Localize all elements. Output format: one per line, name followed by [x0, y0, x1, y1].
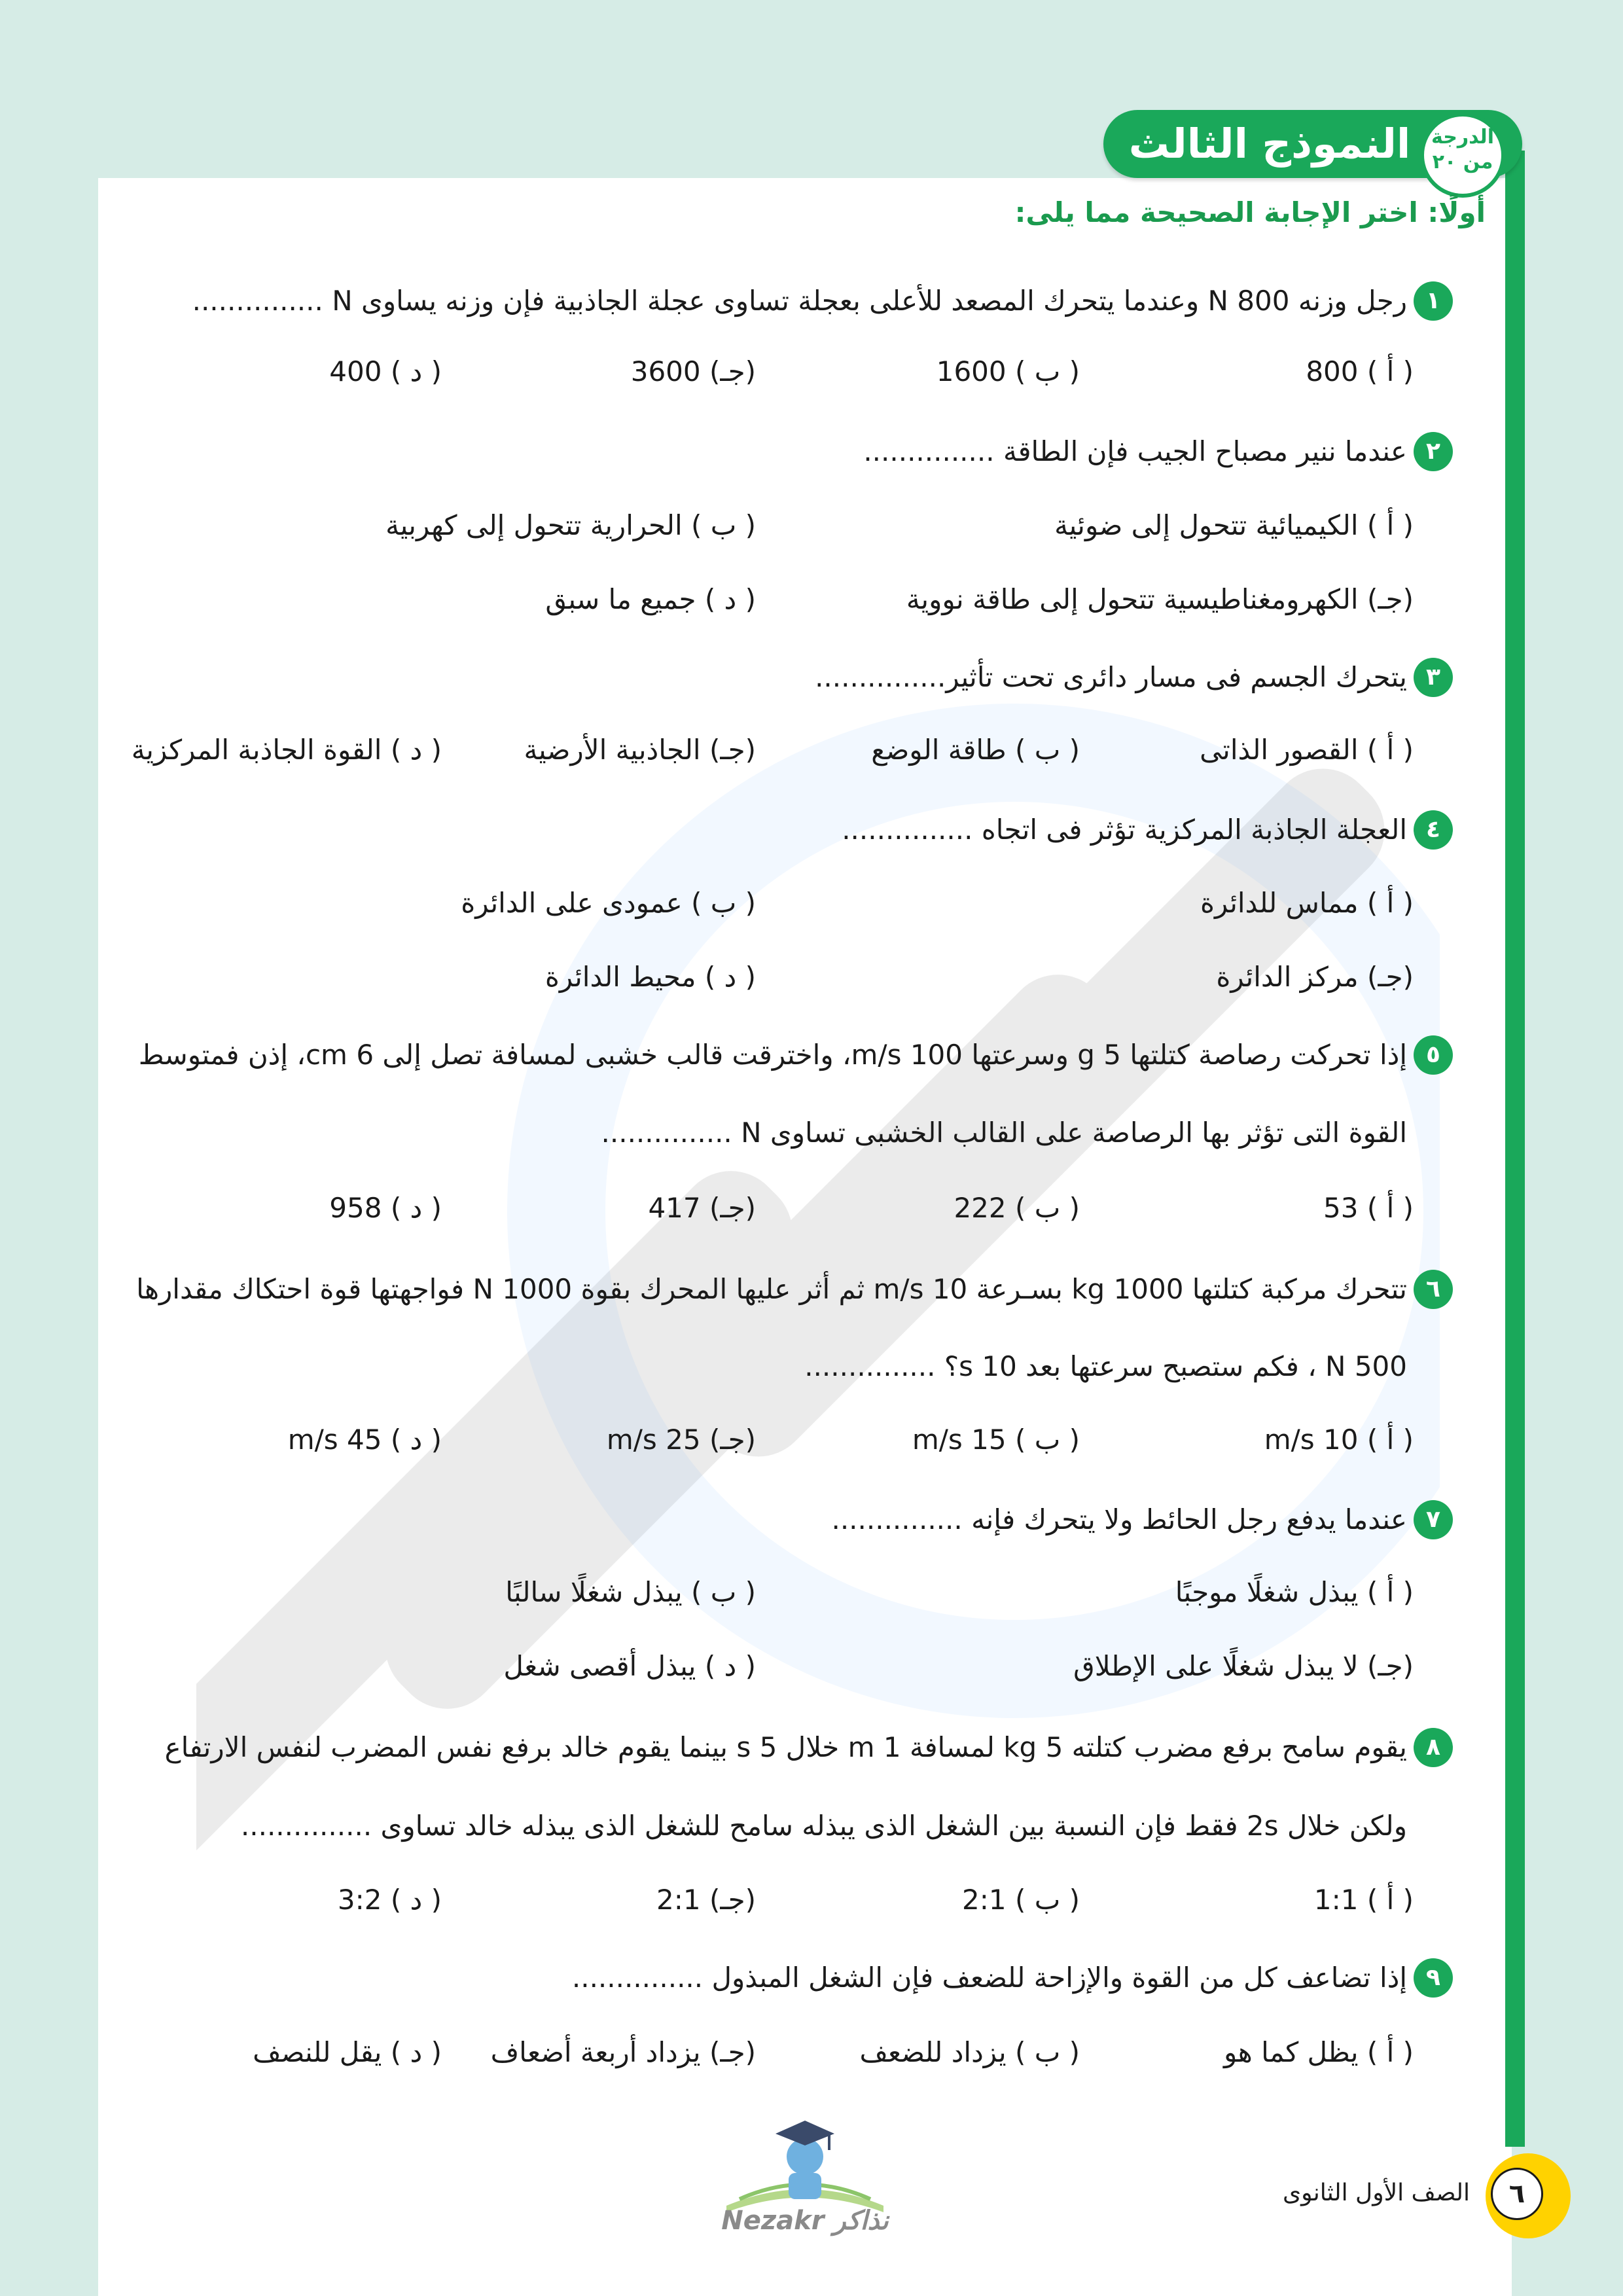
question-text: عندما يدفع رجل الحائط ولا يتحرك فإنه ...............: [831, 1503, 1407, 1535]
option-d[interactable]: ( د ) 400: [329, 355, 442, 387]
question-text: رجل وزنه 800 N وعندما يتحرك المصعد للأعلى بعجلة تساوى عجلة الجاذبية فإن وزنه يساوى N ...............: [192, 285, 1407, 317]
option-b[interactable]: ( ب ) 1600: [936, 355, 1080, 387]
question-number: ٩: [1414, 1958, 1453, 1998]
option-d[interactable]: ( د ) 45 m/s: [287, 1424, 442, 1456]
question-text: إذا تضاعف كل من القوة والإزاحة للضعف فإن الشغل المبذول ...............: [571, 1962, 1407, 1994]
option-c[interactable]: (جـ) 3600: [630, 355, 756, 387]
question-text: تتحرك مركبة كتلتها 1000 kg بسـرعة 10 m/s ثم أثر عليها المحرك بقوة 1000 N فواجهتها قوة احتكاك مقدارها: [136, 1273, 1407, 1305]
option-b[interactable]: ( ب ) عمودى على الدائرة: [461, 887, 756, 919]
question-text-line2: 500 N ، فكم ستصبح سرعتها بعد 10 s؟ ...............: [804, 1350, 1407, 1382]
question-number: ٧: [1414, 1500, 1453, 1539]
section-title: أولًا: اختر الإجابة الصحيحة مما يلى:: [1014, 196, 1486, 228]
question-number: ٦: [1414, 1270, 1453, 1309]
option-d[interactable]: ( د ) جميع ما سبق: [545, 583, 756, 615]
option-b[interactable]: ( ب ) 2:1: [962, 1884, 1080, 1916]
question-number: ٤: [1414, 810, 1453, 850]
option-b[interactable]: ( ب ) يزداد للضعف: [859, 2036, 1080, 2068]
question-number: ٥: [1414, 1035, 1453, 1075]
grade-badge: [1420, 113, 1505, 198]
question-text: يتحرك الجسم فى مسار دائرى تحت تأثير...............: [815, 661, 1407, 693]
option-c[interactable]: (جـ) لا يبذل شغلًا على الإطلاق: [1073, 1650, 1414, 1682]
option-a[interactable]: ( أ ) 53: [1323, 1192, 1414, 1224]
option-a[interactable]: ( أ ) الكيميائية تتحول إلى ضوئية: [1054, 509, 1414, 541]
right-green-rail: [1505, 151, 1525, 2147]
option-a[interactable]: ( أ ) 1:1: [1313, 1884, 1414, 1916]
option-d[interactable]: ( د ) يبذل أقصى شغل: [503, 1650, 756, 1682]
page-title: النموذج الثالث: [1128, 120, 1411, 168]
option-b[interactable]: ( ب ) الحرارية تتحول إلى كهربية: [385, 509, 756, 541]
option-a[interactable]: ( أ ) مماس للدائرة: [1200, 887, 1414, 919]
option-c[interactable]: (جـ) الكهرومغناطيسية تتحول إلى طاقة نووية: [906, 583, 1414, 615]
question-text: إذا تحركت رصاصة كتلتها 5 g وسرعتها 100 m/s، واخترقت قالب خشبى لمسافة تصل إلى 6 cm، إذن فمتوسط: [138, 1039, 1407, 1071]
option-c[interactable]: (جـ) يزداد أربعة أضعاف: [490, 2036, 756, 2068]
option-a[interactable]: ( أ ) 10 m/s: [1264, 1424, 1414, 1456]
option-d[interactable]: ( د ) 958: [329, 1192, 442, 1224]
option-b[interactable]: ( ب ) طاقة الوضع: [871, 734, 1080, 766]
option-c[interactable]: (جـ) الجاذبية الأرضية: [524, 734, 756, 766]
grade-value: من ٢٠: [1432, 151, 1493, 173]
nezakr-logo-text: Nezakr نذاكر: [721, 2206, 889, 2236]
option-c[interactable]: (جـ) مركز الدائرة: [1216, 961, 1414, 993]
option-d[interactable]: ( د ) 3:2: [337, 1884, 442, 1916]
option-c[interactable]: (جـ) 417: [648, 1192, 756, 1224]
question-number: ٢: [1414, 432, 1453, 471]
option-c[interactable]: (جـ) 25 m/s: [606, 1424, 756, 1456]
question-number: ١: [1414, 281, 1453, 321]
option-c[interactable]: (جـ) 2:1: [656, 1884, 756, 1916]
question-text-line2: ولكن خلال 2s فقط فإن النسبة بين الشغل الذى يبذله سامح للشغل الذى يبذله خالد تساوى ...............: [240, 1810, 1407, 1842]
option-a[interactable]: ( أ ) 800: [1306, 355, 1414, 387]
option-a[interactable]: ( أ ) القصور الذاتى: [1200, 734, 1414, 766]
option-b[interactable]: ( ب ) يبذل شغلًا سالبًا: [505, 1576, 756, 1608]
option-d[interactable]: ( د ) محيط الدائرة: [544, 961, 756, 993]
page-number: ٦: [1491, 2168, 1543, 2220]
question-text-line2: القوة التى تؤثر بها الرصاصة على القالب الخشبى تساوى N ...............: [601, 1117, 1407, 1149]
option-b[interactable]: ( ب ) 15 m/s: [912, 1424, 1080, 1456]
option-b[interactable]: ( ب ) 222: [954, 1192, 1080, 1224]
option-a[interactable]: ( أ ) يبذل شغلًا موجبًا: [1175, 1576, 1414, 1608]
footer-grade-label: الصف الأول الثانوى: [1283, 2179, 1471, 2206]
question-number: ٨: [1414, 1728, 1453, 1767]
question-text: يقوم سامح برفع مضرب كتلته 5 kg لمسافة 1 m خلال 5 s بينما يقوم خالد برفع نفس المضرب لنفس الارتفاع: [164, 1731, 1407, 1763]
option-a[interactable]: ( أ ) يظل كما هو: [1223, 2036, 1414, 2068]
question-text: العجلة الجاذبة المركزية تؤثر فى اتجاه ...............: [842, 814, 1407, 846]
option-d[interactable]: ( د ) القوة الجاذبة المركزية: [131, 734, 442, 766]
grade-label: الدرجة: [1431, 126, 1494, 149]
option-d[interactable]: ( د ) يقل للنصف: [253, 2036, 442, 2068]
question-number: ٣: [1414, 658, 1453, 697]
question-text: عندما ننير مصباح الجيب فإن الطاقة ...............: [863, 435, 1407, 467]
